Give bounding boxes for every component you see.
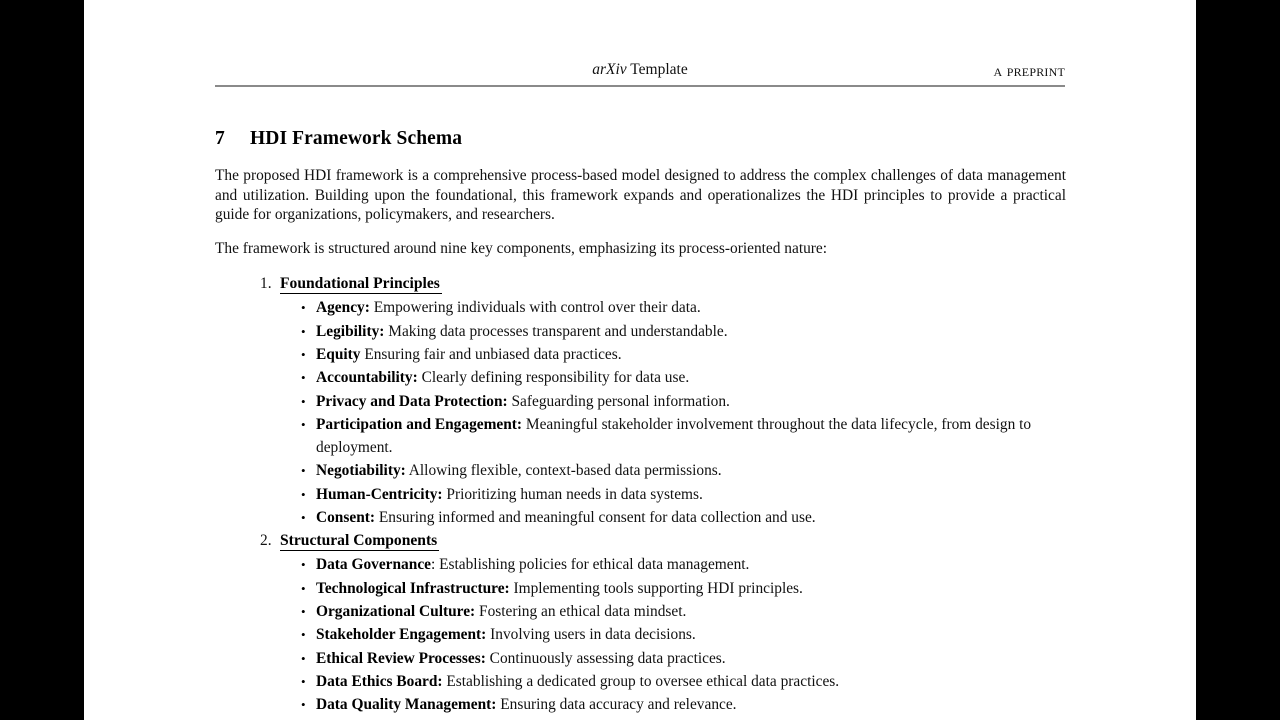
bullet-description: Clearly defining responsibility for data use.	[417, 369, 690, 387]
bullet-term: Ethical Review Processes:	[316, 649, 486, 667]
list-item	[215, 529, 1066, 716]
bullet-term: Privacy and Data Protection:	[316, 392, 508, 410]
bullet-term: Participation and Engagement:	[316, 415, 523, 433]
bullet-term: Agency:	[316, 299, 370, 317]
bullet-item	[215, 553, 1066, 576]
bullet-item	[215, 320, 1066, 343]
bullet-description: Ensuring informed and meaningful consent for data collection and use.	[375, 509, 816, 527]
bullet-item	[215, 506, 1066, 529]
intro-paragraph-1: The proposed HDI framework is a comprehensive process-based model designed to address the complex challenges of data management and utilization. Building upon the foundational, this framework expands and operationalizes the HDI principles to provide a practical guide for organizations, policymakers, and researchers.	[215, 167, 1066, 224]
bullet-description: Implementing tools supporting HDI principles.	[509, 579, 803, 597]
bullet-dot-icon: •	[301, 603, 306, 619]
bullet-item	[215, 483, 1066, 506]
document-page	[84, 0, 1196, 720]
bullet-term: Legibility:	[316, 322, 385, 340]
bullet-term: Consent:	[316, 509, 375, 527]
bullet-item	[215, 600, 1066, 623]
bullet-dot-icon: •	[301, 346, 306, 362]
bullet-dot-icon: •	[301, 697, 306, 713]
bullet-item	[215, 343, 1066, 366]
list-item-number: 2.	[260, 532, 272, 550]
bullet-dot-icon: •	[301, 300, 306, 316]
bullet-dot-icon: •	[301, 393, 306, 409]
bullet-dot-icon: •	[301, 627, 306, 643]
intro-paragraph-2: The framework is structured around nine key components, emphasizing its process-oriented nature:	[215, 239, 828, 257]
component-group-heading	[215, 272, 1066, 295]
header-rule-divider	[215, 85, 1065, 87]
section-number: 7	[215, 128, 225, 149]
list-item	[215, 272, 1066, 529]
bullet-term: Data Ethics Board:	[316, 672, 443, 690]
bullet-description: Meaningful stakeholder involvement throughout the data lifecycle, from design to deployment.	[316, 415, 1032, 457]
header-preprint-label: a preprint	[993, 61, 1065, 80]
component-group-heading	[215, 529, 1066, 552]
bullet-item	[215, 693, 1066, 716]
bullet-term: Organizational Culture:	[316, 602, 476, 620]
bullet-term: Human-Centricity:	[316, 485, 443, 503]
bullet-term: Data Governance	[316, 556, 431, 574]
bullet-dot-icon: •	[301, 370, 306, 386]
bullet-description: Establishing policies for ethical data management.	[435, 556, 750, 574]
bullet-dot-icon: •	[301, 650, 306, 666]
header-template-label: Template	[626, 61, 688, 78]
bullet-dot-icon: •	[301, 416, 306, 432]
bullet-dot-icon: •	[301, 486, 306, 502]
component-group-title: Foundational Principles	[280, 275, 440, 293]
framework-component-list	[215, 272, 1066, 716]
bullet-description: Safeguarding personal information.	[507, 392, 730, 410]
bullet-description: Empowering individuals with control over their data.	[369, 299, 701, 317]
document-body-column	[215, 126, 1066, 716]
list-item-number: 1.	[260, 275, 272, 293]
bullet-description: Continuously assessing data practices.	[485, 649, 726, 667]
bullet-dot-icon: •	[301, 557, 306, 573]
bullet-description: Involving users in data decisions.	[486, 626, 696, 644]
bullet-term: Equity	[316, 345, 361, 363]
bullet-term: Accountability:	[316, 369, 418, 387]
bullet-item	[215, 623, 1066, 646]
bullet-dot-icon: •	[301, 580, 306, 596]
bullet-item	[215, 459, 1066, 482]
bullet-dot-icon: •	[301, 323, 306, 339]
page-header	[215, 60, 1065, 88]
bullet-term: Negotiability:	[316, 462, 406, 480]
bullet-description: Making data processes transparent and understandable.	[384, 322, 728, 340]
bullet-item	[215, 413, 1066, 460]
section-title: HDI Framework Schema	[250, 128, 463, 149]
bullet-term: Stakeholder Engagement:	[316, 626, 487, 644]
header-arxiv-label: arXiv	[592, 61, 627, 78]
section-heading	[215, 126, 1066, 152]
header-center-title	[215, 60, 1065, 80]
bullet-description: Ensuring fair and unbiased data practices.	[360, 345, 622, 363]
bullet-item	[215, 366, 1066, 389]
bullet-item	[215, 647, 1066, 670]
bullet-description: Fostering an ethical data mindset.	[475, 602, 687, 620]
bullet-dot-icon: •	[301, 510, 306, 526]
bullet-item	[215, 296, 1066, 319]
bullet-term-separator: :	[430, 556, 436, 574]
bullet-description: Prioritizing human needs in data systems.	[442, 485, 703, 503]
bullet-item	[215, 390, 1066, 413]
bullet-description: Allowing flexible, context-based data permissions.	[405, 462, 722, 480]
bullet-item	[215, 670, 1066, 693]
bullet-item	[215, 577, 1066, 600]
component-group-title: Structural Components	[280, 532, 438, 550]
bullet-term: Data Quality Management:	[316, 696, 497, 714]
bullet-description: Establishing a dedicated group to oversee ethical data practices.	[442, 672, 840, 690]
bullet-description: Ensuring data accuracy and relevance.	[496, 696, 737, 714]
bullet-dot-icon: •	[301, 673, 306, 689]
bullet-dot-icon: •	[301, 463, 306, 479]
component-bullet-list	[215, 553, 1066, 716]
bullet-term: Technological Infrastructure:	[316, 579, 510, 597]
component-bullet-list	[215, 296, 1066, 529]
